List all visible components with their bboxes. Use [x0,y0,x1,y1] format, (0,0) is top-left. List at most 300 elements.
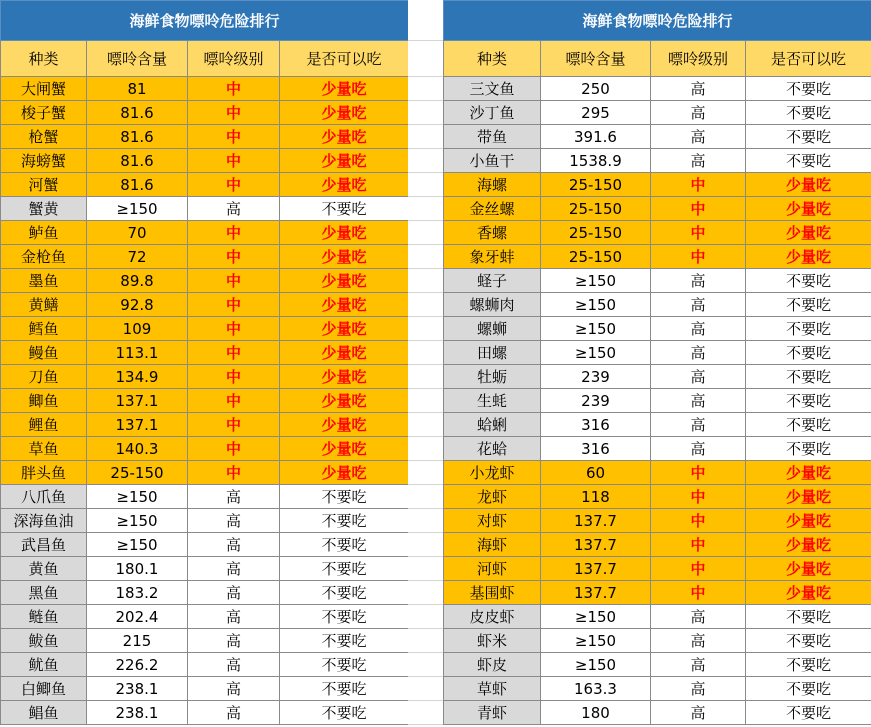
cell-level[interactable]: 中 [188,77,280,101]
cell-level[interactable]: 中 [188,101,280,125]
cell-name[interactable]: 河虾 [444,557,541,581]
cell-purine[interactable]: 81.6 [87,125,188,149]
cell-edible[interactable]: 少量吃 [746,557,871,581]
cell-purine[interactable]: 118 [541,485,651,509]
cell-edible[interactable]: 少量吃 [746,533,871,557]
cell-name[interactable]: 小鱼干 [444,149,541,173]
grid-line [408,316,443,317]
cell-level[interactable]: 高 [188,629,280,653]
cell-name[interactable]: 刀鱼 [1,365,87,389]
table-row [1,77,409,101]
table-title[interactable]: 海鲜食物嘌呤危险排行 [1,1,409,41]
cell-purine[interactable]: 81.6 [87,149,188,173]
cell-name[interactable]: 鲫鱼 [1,389,87,413]
table-row [1,581,409,605]
table-row [1,173,409,197]
cell-name[interactable]: 海虾 [444,533,541,557]
table-row [444,413,871,437]
cell-purine[interactable]: 137.7 [541,557,651,581]
cell-name[interactable]: 鲤鱼 [1,413,87,437]
cell-purine[interactable]: 89.8 [87,269,188,293]
table-row [444,317,871,341]
header-purine[interactable]: 嘌呤含量 [87,41,188,77]
grid-line [408,436,443,437]
table-row [444,677,871,701]
cell-edible[interactable]: 少量吃 [280,317,409,341]
header-edible[interactable]: 是否可以吃 [746,41,871,77]
cell-name[interactable]: 海螺 [444,173,541,197]
cell-level[interactable]: 高 [651,437,746,461]
table-row [1,317,409,341]
cell-name[interactable]: 鱿鱼 [1,653,87,677]
table-row [1,413,409,437]
cell-edible[interactable]: 少量吃 [746,221,871,245]
cell-level[interactable]: 中 [651,509,746,533]
cell-level[interactable]: 中 [188,413,280,437]
grid-line [408,268,443,269]
right-sheet [443,0,871,725]
cell-name[interactable]: 螺蛳肉 [444,293,541,317]
cell-name[interactable]: 龙虾 [444,485,541,509]
cell-edible[interactable]: 少量吃 [280,269,409,293]
cell-edible[interactable]: 不要吃 [746,437,871,461]
cell-purine[interactable]: 180.1 [87,557,188,581]
table-row [444,653,871,677]
cell-edible[interactable]: 少量吃 [280,77,409,101]
header-edible[interactable]: 是否可以吃 [280,41,409,77]
table-row [1,437,409,461]
cell-level[interactable]: 中 [651,221,746,245]
cell-purine[interactable]: 316 [541,437,651,461]
cell-edible[interactable]: 少量吃 [280,293,409,317]
cell-edible[interactable]: 不要吃 [746,269,871,293]
table-row [1,149,409,173]
cell-level[interactable]: 中 [188,221,280,245]
table-row [1,701,409,725]
cell-purine[interactable]: 25-150 [541,245,651,269]
cell-purine[interactable]: 137.1 [87,413,188,437]
cell-name[interactable]: 鲳鱼 [1,701,87,725]
cell-edible[interactable]: 不要吃 [280,557,409,581]
grid-line [408,124,443,125]
cell-edible[interactable]: 不要吃 [746,101,871,125]
cell-name[interactable]: 鳗鱼 [1,341,87,365]
table-row [1,461,409,485]
cell-name[interactable]: 带鱼 [444,125,541,149]
cell-level[interactable]: 高 [188,533,280,557]
cell-name[interactable]: 对虾 [444,509,541,533]
cell-edible[interactable]: 少量吃 [280,173,409,197]
cell-purine[interactable]: 183.2 [87,581,188,605]
cell-edible[interactable]: 少量吃 [746,461,871,485]
cell-level[interactable]: 高 [651,413,746,437]
cell-level[interactable]: 高 [651,125,746,149]
table-row [444,77,871,101]
grid-line [408,148,443,149]
cell-purine[interactable]: 60 [541,461,651,485]
cell-name[interactable]: 蟹黄 [1,197,87,221]
cell-name[interactable]: 草虾 [444,677,541,701]
cell-level[interactable]: 高 [188,581,280,605]
cell-edible[interactable]: 少量吃 [280,461,409,485]
cell-edible[interactable]: 不要吃 [746,413,871,437]
cell-purine[interactable]: ≥150 [541,629,651,653]
cell-purine[interactable]: 137.7 [541,509,651,533]
cell-level[interactable]: 中 [651,461,746,485]
cell-name[interactable]: 深海鱼油 [1,509,87,533]
cell-edible[interactable]: 不要吃 [280,485,409,509]
cell-edible[interactable]: 少量吃 [746,245,871,269]
cell-purine[interactable]: 137.7 [541,581,651,605]
table-title[interactable]: 海鲜食物嘌呤危险排行 [444,1,871,41]
cell-level[interactable]: 中 [651,245,746,269]
cell-edible[interactable]: 不要吃 [746,341,871,365]
table-row [1,485,409,509]
cell-name[interactable]: 生蚝 [444,389,541,413]
cell-level[interactable]: 中 [188,437,280,461]
purine-table-right [443,0,871,725]
cell-purine[interactable]: 215 [87,629,188,653]
cell-edible[interactable]: 不要吃 [746,77,871,101]
table-row [1,605,409,629]
cell-edible[interactable]: 少量吃 [280,437,409,461]
cell-purine[interactable]: ≥150 [541,269,651,293]
cell-edible[interactable]: 不要吃 [280,197,409,221]
cell-name[interactable]: 墨鱼 [1,269,87,293]
cell-name[interactable]: 胖头鱼 [1,461,87,485]
cell-level[interactable]: 中 [188,389,280,413]
cell-purine[interactable]: ≥150 [87,197,188,221]
grid-line [408,292,443,293]
grid-line [408,676,443,677]
cell-purine[interactable]: 92.8 [87,293,188,317]
cell-purine[interactable]: ≥150 [541,293,651,317]
cell-purine[interactable]: ≥150 [87,509,188,533]
table-row [444,365,871,389]
grid-line [408,196,443,197]
cell-name[interactable]: 田螺 [444,341,541,365]
cell-edible[interactable]: 少量吃 [280,221,409,245]
cell-edible[interactable]: 少量吃 [280,101,409,125]
cell-edible[interactable]: 不要吃 [746,125,871,149]
table-row [444,533,871,557]
cell-purine[interactable]: 250 [541,77,651,101]
table-row [1,101,409,125]
header-type[interactable]: 种类 [1,41,87,77]
cell-level[interactable]: 高 [651,365,746,389]
table-row [1,653,409,677]
cell-name[interactable]: 金枪鱼 [1,245,87,269]
header-level[interactable]: 嘌呤级别 [651,41,746,77]
cell-purine[interactable]: 81.6 [87,101,188,125]
cell-name[interactable]: 螺蛳 [444,317,541,341]
cell-purine[interactable]: 226.2 [87,653,188,677]
cell-level[interactable]: 中 [651,173,746,197]
cell-purine[interactable]: 25-150 [87,461,188,485]
grid-line [408,628,443,629]
grid-line [408,76,443,77]
cell-purine[interactable]: 109 [87,317,188,341]
table-row [444,221,871,245]
cell-edible[interactable]: 少量吃 [280,125,409,149]
table-row [444,437,871,461]
cell-edible[interactable]: 少量吃 [746,581,871,605]
cell-edible[interactable]: 少量吃 [280,413,409,437]
cell-level[interactable]: 高 [651,317,746,341]
cell-purine[interactable]: ≥150 [541,605,651,629]
cell-level[interactable]: 高 [188,197,280,221]
cell-name[interactable]: 三文鱼 [444,77,541,101]
table-row [444,461,871,485]
grid-line [408,412,443,413]
cell-name[interactable]: 象牙蚌 [444,245,541,269]
cell-purine[interactable]: 239 [541,389,651,413]
cell-edible[interactable]: 不要吃 [280,701,409,725]
header-type[interactable]: 种类 [444,41,541,77]
cell-purine[interactable]: 238.1 [87,701,188,725]
cell-name[interactable]: 金丝螺 [444,197,541,221]
cell-name[interactable]: 青虾 [444,701,541,725]
cell-name[interactable]: 香螺 [444,221,541,245]
cell-name[interactable]: 沙丁鱼 [444,101,541,125]
table-row [1,509,409,533]
cell-purine[interactable]: 391.6 [541,125,651,149]
cell-name[interactable]: 草鱼 [1,437,87,461]
table-row [444,509,871,533]
cell-level[interactable]: 高 [651,101,746,125]
cell-level[interactable]: 高 [651,653,746,677]
cell-level[interactable]: 高 [651,629,746,653]
cell-level[interactable]: 中 [651,197,746,221]
cell-level[interactable]: 中 [188,125,280,149]
grid-line [408,40,443,41]
column-gap [408,0,443,727]
cell-name[interactable]: 鲢鱼 [1,605,87,629]
cell-level[interactable]: 中 [188,245,280,269]
cell-edible[interactable]: 不要吃 [746,605,871,629]
cell-edible[interactable]: 不要吃 [746,677,871,701]
cell-purine[interactable]: ≥150 [541,341,651,365]
cell-name[interactable]: 蛏子 [444,269,541,293]
cell-purine[interactable]: 238.1 [87,677,188,701]
cell-purine[interactable]: 25-150 [541,197,651,221]
table-row [444,149,871,173]
table-row [1,293,409,317]
cell-purine[interactable]: ≥150 [87,533,188,557]
cell-level[interactable]: 中 [651,581,746,605]
table-row [444,173,871,197]
cell-edible[interactable]: 不要吃 [746,293,871,317]
grid-line [408,364,443,365]
cell-name[interactable]: 河蟹 [1,173,87,197]
cell-level[interactable]: 高 [188,605,280,629]
grid-line [408,580,443,581]
grid-line [408,508,443,509]
cell-name[interactable]: 皮皮虾 [444,605,541,629]
cell-edible[interactable]: 不要吃 [746,149,871,173]
cell-level[interactable]: 高 [188,701,280,725]
cell-edible[interactable]: 少量吃 [280,365,409,389]
cell-edible[interactable]: 不要吃 [746,317,871,341]
grid-line [408,100,443,101]
cell-purine[interactable]: 163.3 [541,677,651,701]
cell-edible[interactable]: 不要吃 [280,677,409,701]
cell-edible[interactable]: 少量吃 [280,245,409,269]
cell-edible[interactable]: 少量吃 [746,485,871,509]
cell-edible[interactable]: 少量吃 [746,197,871,221]
table-row [444,293,871,317]
cell-purine[interactable]: 180 [541,701,651,725]
cell-edible[interactable]: 不要吃 [746,701,871,725]
cell-edible[interactable]: 不要吃 [746,653,871,677]
cell-purine[interactable]: 72 [87,245,188,269]
cell-name[interactable]: 鳕鱼 [1,317,87,341]
table-row [1,557,409,581]
cell-purine[interactable]: 25-150 [541,221,651,245]
grid-line [408,484,443,485]
cell-name[interactable]: 蛤蜊 [444,413,541,437]
cell-level[interactable]: 高 [651,341,746,365]
cell-edible[interactable]: 不要吃 [280,533,409,557]
cell-level[interactable]: 中 [651,557,746,581]
grid-line [408,244,443,245]
table-row [444,197,871,221]
cell-edible[interactable]: 不要吃 [280,605,409,629]
grid-line [408,724,443,725]
cell-name[interactable]: 黄鳝 [1,293,87,317]
table-row [444,125,871,149]
cell-edible[interactable]: 不要吃 [280,581,409,605]
cell-level[interactable]: 高 [188,653,280,677]
cell-edible[interactable]: 少量吃 [280,341,409,365]
cell-name[interactable]: 八爪鱼 [1,485,87,509]
cell-name[interactable]: 梭子蟹 [1,101,87,125]
cell-name[interactable]: 牡蛎 [444,365,541,389]
cell-purine[interactable]: 1538.9 [541,149,651,173]
cell-level[interactable]: 高 [188,509,280,533]
cell-purine[interactable]: 70 [87,221,188,245]
table-row [1,389,409,413]
cell-edible[interactable]: 不要吃 [280,653,409,677]
cell-name[interactable]: 武昌鱼 [1,533,87,557]
cell-name[interactable]: 虾米 [444,629,541,653]
grid-line [408,532,443,533]
grid-line [408,340,443,341]
grid-line [408,220,443,221]
cell-level[interactable]: 中 [188,293,280,317]
cell-purine[interactable]: 295 [541,101,651,125]
header-level[interactable]: 嘌呤级别 [188,41,280,77]
table-row [1,245,409,269]
cell-purine[interactable]: 134.9 [87,365,188,389]
grid-line [408,388,443,389]
cell-name[interactable]: 大闸蟹 [1,77,87,101]
cell-level[interactable]: 高 [188,485,280,509]
cell-name[interactable]: 虾皮 [444,653,541,677]
cell-level[interactable]: 高 [188,557,280,581]
grid-line [408,604,443,605]
cell-name[interactable]: 黑鱼 [1,581,87,605]
cell-edible[interactable]: 不要吃 [746,389,871,413]
cell-level[interactable]: 高 [651,677,746,701]
table-row [1,221,409,245]
table-row [1,341,409,365]
cell-purine[interactable]: 202.4 [87,605,188,629]
cell-level[interactable]: 高 [188,677,280,701]
cell-edible[interactable]: 少量吃 [746,173,871,197]
cell-purine[interactable]: 81 [87,77,188,101]
cell-level[interactable]: 中 [188,173,280,197]
cell-purine[interactable]: 140.3 [87,437,188,461]
cell-level[interactable]: 中 [188,461,280,485]
cell-edible[interactable]: 不要吃 [280,509,409,533]
grid-line [408,652,443,653]
cell-edible[interactable]: 少量吃 [280,389,409,413]
cell-name[interactable]: 枪蟹 [1,125,87,149]
cell-purine[interactable]: ≥150 [87,485,188,509]
grid-line [408,700,443,701]
cell-level[interactable]: 高 [651,149,746,173]
table-row [444,701,871,725]
cell-level[interactable]: 高 [651,293,746,317]
cell-purine[interactable]: 137.1 [87,389,188,413]
cell-purine[interactable]: ≥150 [541,653,651,677]
cell-edible[interactable]: 少量吃 [746,509,871,533]
table-row [444,629,871,653]
table-row [444,581,871,605]
cell-name[interactable]: 小龙虾 [444,461,541,485]
cell-name[interactable]: 花蛤 [444,437,541,461]
header-purine[interactable]: 嘌呤含量 [541,41,651,77]
cell-purine[interactable]: 137.7 [541,533,651,557]
grid-line [408,460,443,461]
purine-table-left [0,0,409,725]
cell-purine[interactable]: 81.6 [87,173,188,197]
cell-name[interactable]: 黄鱼 [1,557,87,581]
cell-level[interactable]: 中 [188,341,280,365]
cell-name[interactable]: 基围虾 [444,581,541,605]
cell-purine[interactable]: 25-150 [541,173,651,197]
cell-edible[interactable]: 不要吃 [280,629,409,653]
cell-level[interactable]: 中 [188,365,280,389]
cell-name[interactable]: 海螃蟹 [1,149,87,173]
table-row [1,125,409,149]
cell-level[interactable]: 中 [188,269,280,293]
cell-name[interactable]: 鲅鱼 [1,629,87,653]
cell-purine[interactable]: 316 [541,413,651,437]
cell-level[interactable]: 中 [651,485,746,509]
cell-name[interactable]: 鲈鱼 [1,221,87,245]
cell-level[interactable]: 中 [188,149,280,173]
cell-level[interactable]: 高 [651,701,746,725]
table-row [1,365,409,389]
table-row [444,605,871,629]
cell-level[interactable]: 高 [651,605,746,629]
cell-level[interactable]: 中 [651,533,746,557]
cell-edible[interactable]: 少量吃 [280,149,409,173]
cell-edible[interactable]: 不要吃 [746,365,871,389]
cell-level[interactable]: 高 [651,269,746,293]
cell-name[interactable]: 白鲫鱼 [1,677,87,701]
cell-purine[interactable]: ≥150 [541,317,651,341]
cell-level[interactable]: 高 [651,77,746,101]
cell-level[interactable]: 中 [188,317,280,341]
cell-purine[interactable]: 239 [541,365,651,389]
grid-line [408,556,443,557]
cell-edible[interactable]: 不要吃 [746,629,871,653]
cell-purine[interactable]: 113.1 [87,341,188,365]
cell-level[interactable]: 高 [651,389,746,413]
